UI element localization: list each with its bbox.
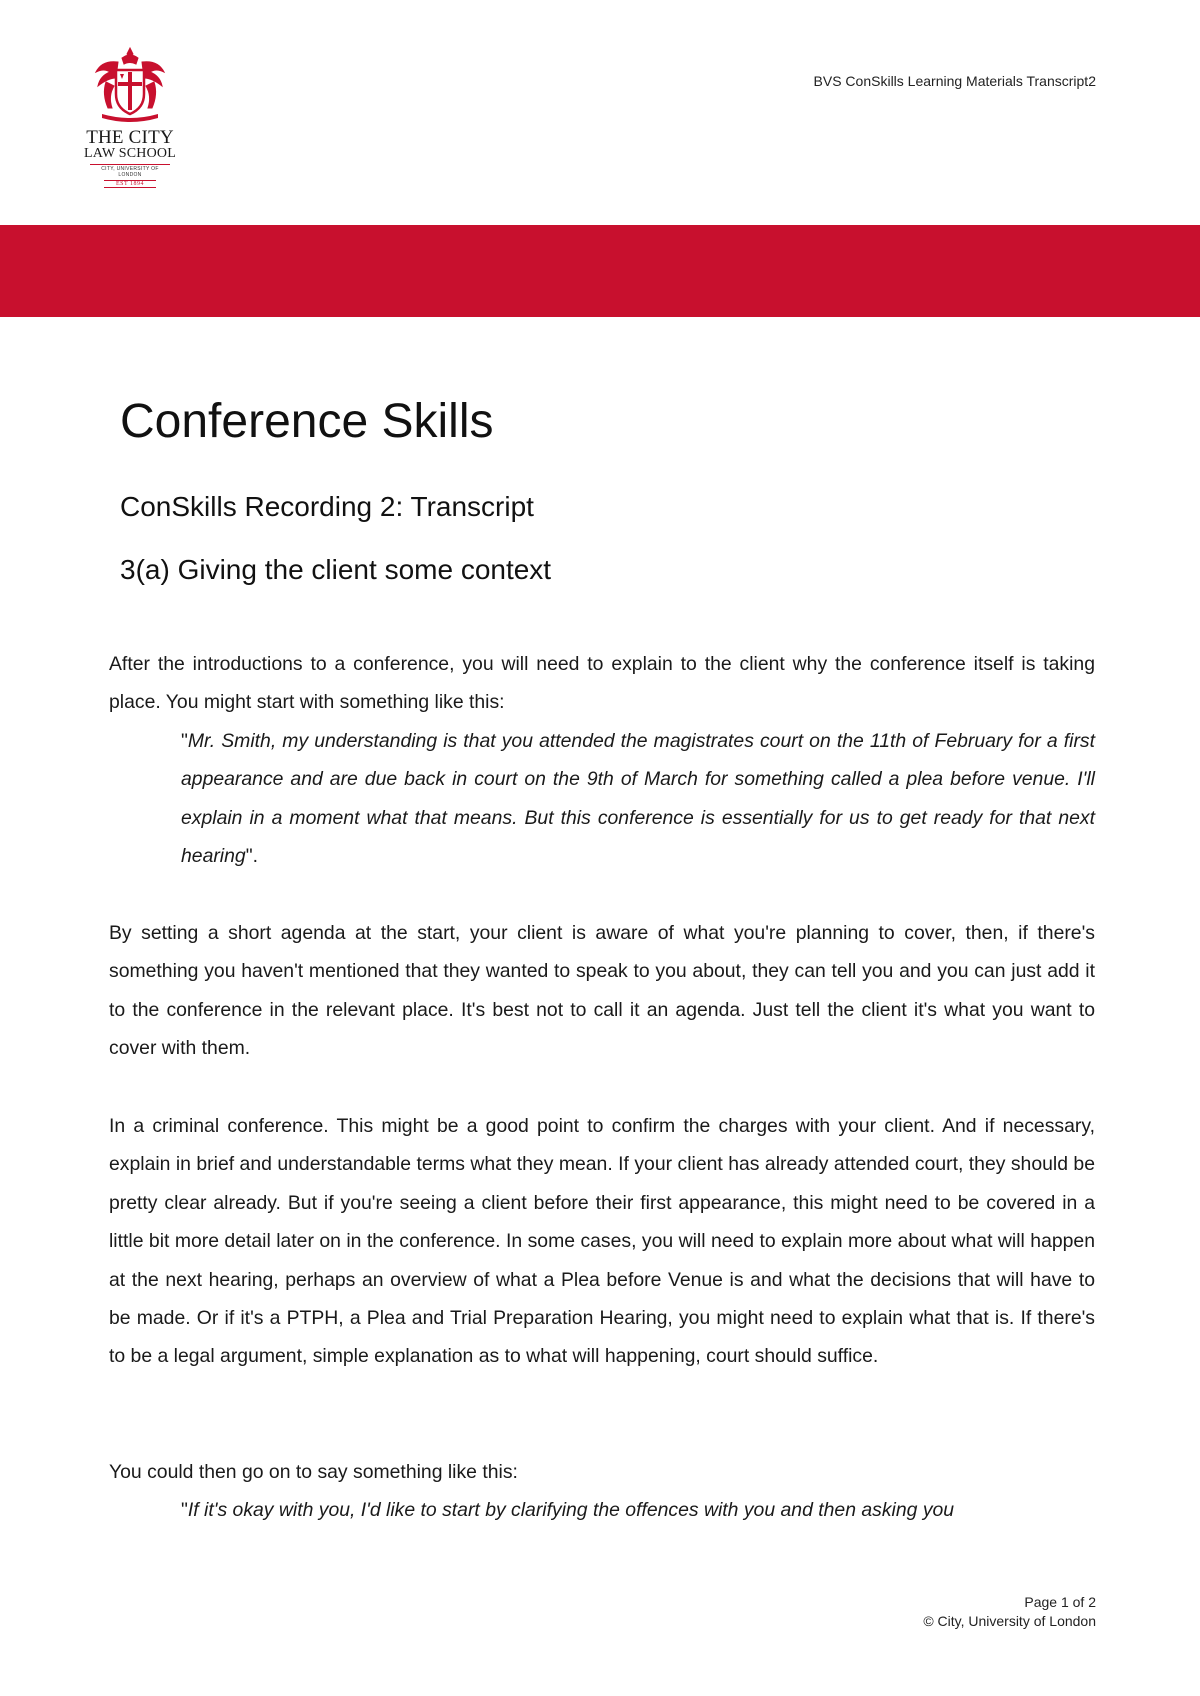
logo-subline: CITY, UNIVERSITY OF LONDON — [90, 164, 170, 178]
page-number: Page 1 of 2 — [1024, 1594, 1096, 1610]
quote-text: Mr. Smith, my understanding is that you attended the magistrates court on the 11th of February for a first appearance and are due back in court on the 9th of March for something called a plea before venue. I'll explain in a moment what that means. But this conference is essentially for us to get ready for that next hearing — [181, 730, 1095, 868]
paragraph-criminal-conference: In a criminal conference. This might be a good point to confirm the charges with your client. And if necessary, explain in brief and understandable terms what they mean. If your client has already attended court, they should be pretty clear already. But if you're seeing a client before their first appearance, this might need to be covered in a little bit more detail later on in the conference. In some cases, you will need to explain more about what will happen at the next hearing, perhaps an overview of what a Plea before Venue is and what the decisions that will have to be made. Or if it's a PTPH, a Plea and Trial Preparation Hearing, you might need to explain what that is. If there's to be a legal argument, simple explanation as to what will happening, court should suffice. — [109, 1115, 1095, 1368]
quote-example-2 — [181, 1491, 1095, 1529]
quote-open-mark: " — [181, 730, 188, 752]
quote-text: If it's okay with you, I'd like to start by clarifying the offences with you and then asking you — [187, 1499, 955, 1521]
logo-name-line1: THE CITY — [86, 127, 174, 148]
quote-close-mark: ". — [245, 845, 258, 868]
quote-open-mark: " — [181, 1499, 188, 1521]
logo-est: EST 1894 — [104, 180, 156, 188]
crest-icon — [88, 44, 172, 128]
copyright-notice: © City, University of London — [923, 1613, 1096, 1629]
page-footer — [923, 1593, 1096, 1631]
paragraph-agenda: By setting a short agenda at the start, your client is aware of what you're planning to cover, then, if there's something you haven't mentioned that they wanted to speak to you about, they can tell you and you can just add it to the conference in the relevant place. It's best not to call it an agenda. Just tell the client it's what you want to cover with them. — [109, 922, 1095, 1060]
quote-example-1 — [181, 722, 1095, 876]
page-subtitle: ConSkills Recording 2: Transcript — [120, 491, 534, 522]
logo-wordmark — [80, 127, 180, 162]
section-heading: 3(a) Giving the client some context — [120, 554, 552, 585]
page-title: Conference Skills — [120, 395, 494, 448]
paragraph-lead-in: You could then go on to say something like this: — [109, 1461, 518, 1483]
header-red-band — [0, 225, 1200, 317]
paragraph-intro: After the introductions to a conference, you will need to explain to the client why the conference itself is taking place. You might start with something like this: — [109, 653, 1095, 714]
city-law-school-logo — [80, 44, 180, 188]
document-reference: BVS ConSkills Learning Materials Transcript2 — [813, 73, 1096, 89]
logo-name-line2: LAW SCHOOL — [83, 146, 176, 161]
